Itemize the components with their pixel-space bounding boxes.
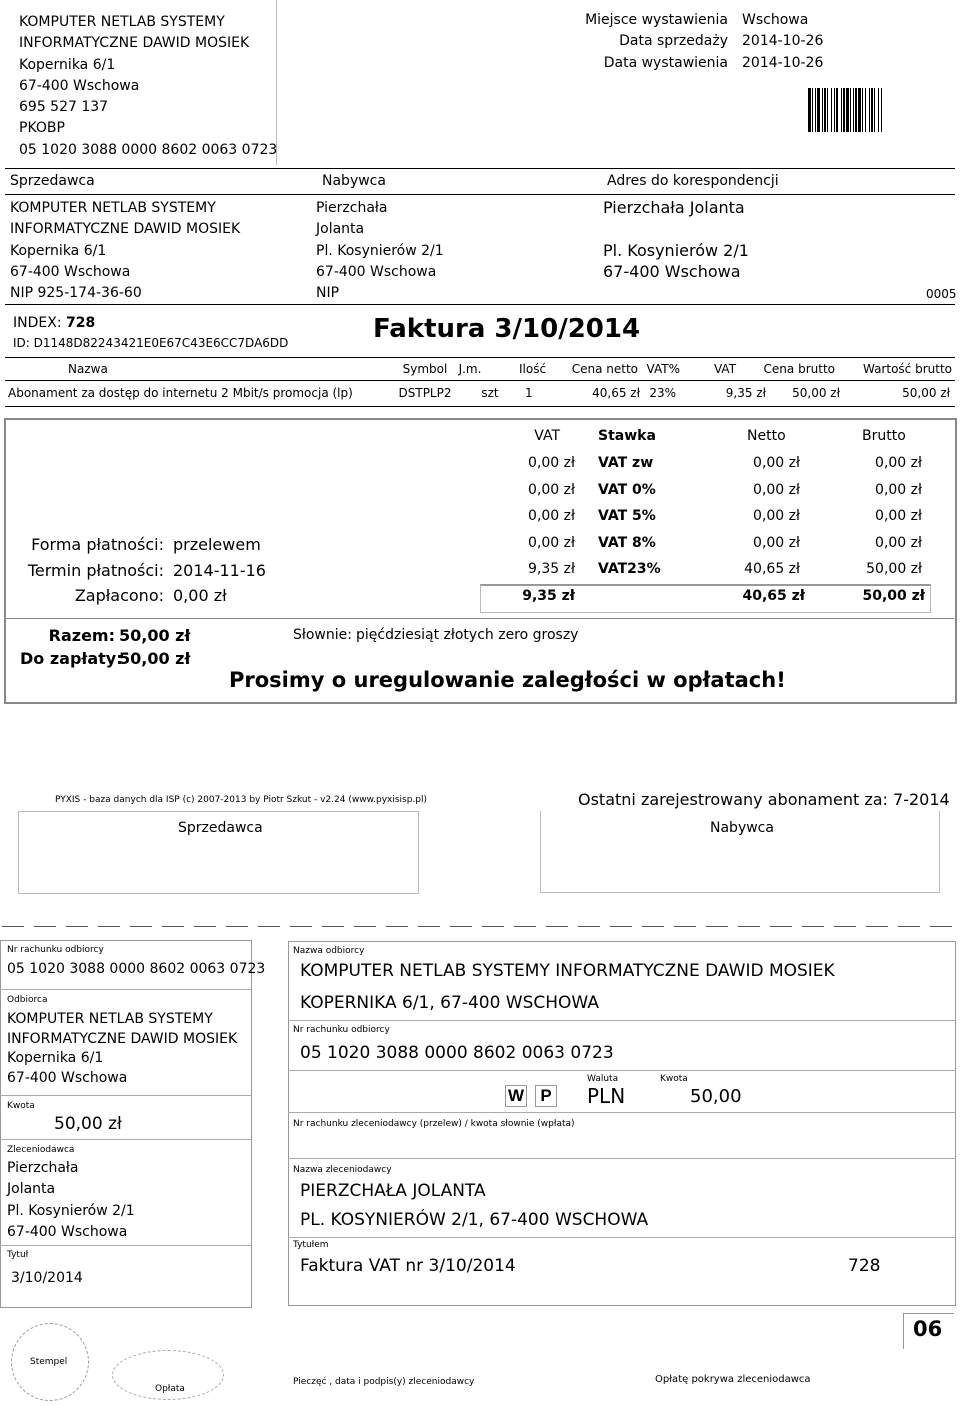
vat-row-cell: 0,00 zł — [528, 534, 575, 551]
seller-line: KOMPUTER NETLAB SYSTEMY — [10, 200, 216, 216]
barcode-bar — [815, 88, 816, 132]
barcode-bar — [855, 88, 857, 132]
barcode-bar — [858, 88, 861, 132]
doc-code: 0005 — [926, 287, 957, 301]
seller-signature-label: Sprzedawca — [178, 820, 263, 836]
vat-row-cell: VAT 0% — [598, 481, 656, 498]
seller-line: Kopernika 6/1 — [10, 242, 107, 259]
cut-dash — [578, 926, 600, 927]
cut-dash — [290, 926, 312, 927]
cut-dash — [642, 926, 664, 927]
vat-row-cell: 0,00 zł — [528, 481, 575, 498]
stub-account-value: 05 1020 3088 0000 8602 0063 0723 — [7, 961, 266, 977]
place-value: Wschowa — [742, 12, 809, 28]
cut-dash — [898, 926, 920, 927]
stub-payer-line: Pl. Kosynierów 2/1 — [7, 1202, 135, 1219]
items-cell: DSTPLP2 — [398, 386, 452, 400]
barcode-bar — [871, 88, 873, 132]
cut-dash — [386, 926, 408, 927]
separator — [288, 1112, 955, 1113]
barcode-bar — [865, 88, 866, 132]
vat-row-cell: VAT23% — [598, 561, 661, 578]
separator — [288, 1158, 955, 1159]
cut-dash — [930, 926, 952, 927]
buyer-line: 67-400 Wschowa — [316, 263, 437, 280]
vat-row-cell: 0,00 zł — [753, 455, 800, 471]
total-value: 50,00 zł — [119, 626, 191, 645]
issue-date-label: Data wystawienia — [603, 55, 728, 71]
cut-dash — [802, 926, 824, 927]
place-label: Miejsce wystawienia — [585, 12, 728, 28]
items-cell: szt — [481, 386, 499, 400]
last-subscription: Ostatni zarejestrowany abonament za: 7-2014 — [578, 790, 950, 809]
fee-label: Opłata — [155, 1384, 185, 1394]
seller-line: INFORMATYCZNE DAWID MOSIEK — [10, 221, 241, 238]
cut-dash — [322, 926, 344, 927]
separator — [0, 1095, 251, 1096]
cut-dash — [674, 926, 696, 927]
invoice-title: Faktura 3/10/2014 — [373, 314, 641, 344]
form-number: 06 — [913, 1317, 943, 1341]
vat-header-cell: VAT — [534, 428, 560, 444]
items-cell: 40,65 zł — [592, 386, 640, 400]
barcode-bar — [881, 88, 882, 132]
buyer-line: Pl. Kosynierów 2/1 — [316, 242, 444, 259]
vat-row-cell: 40,65 zł — [744, 561, 800, 578]
vat-row-cell: 0,00 zł — [528, 508, 575, 525]
buyer-label: Nabywca — [322, 173, 386, 189]
separator — [5, 357, 955, 358]
items-cell: 9,35 zł — [725, 386, 766, 400]
amount-in-words: pięćdziesiąt złotych zero groszy — [356, 627, 579, 643]
correspondence-label: Adres do korespondencji — [607, 173, 779, 189]
document-id: ID: D1148D82243421E0E67C43E6CC7DA6DD — [13, 336, 289, 350]
seller-block — [10, 198, 240, 304]
vat-row-cell: 0,00 zł — [875, 508, 922, 525]
buyer-block — [316, 198, 444, 304]
cut-dash — [706, 926, 728, 927]
cut-dash — [514, 926, 536, 927]
cut-dash — [66, 926, 88, 927]
issuer-line: KOMPUTER NETLAB SYSTEMY — [19, 14, 225, 30]
stub-title-label: Tytuł — [7, 1250, 29, 1260]
vat-header-cell: Netto — [747, 428, 786, 444]
items-header-cell: Nazwa — [68, 362, 108, 376]
buyer-line: NIP — [316, 285, 340, 302]
vat-row-cell: 0,00 zł — [875, 534, 922, 551]
transfer-type-w[interactable]: W — [505, 1085, 527, 1107]
recipient-account: 05 1020 3088 0000 8602 0063 0723 — [300, 1043, 614, 1063]
barcode-bar — [822, 88, 823, 132]
cut-dash — [866, 926, 888, 927]
vat-row-cell: 9,35 zł — [528, 561, 575, 578]
stamp-label: Stempel — [30, 1357, 68, 1367]
index-label: INDEX: — [13, 315, 62, 331]
index-value: 728 — [66, 315, 96, 331]
stub-amount-label: Kwota — [7, 1101, 35, 1111]
payer-name: PIERZCHAŁA JOLANTA — [300, 1181, 486, 1201]
fee-payer-label: Opłatę pokrywa zleceniodawca — [655, 1374, 811, 1385]
items-header-cell: Ilość — [519, 362, 547, 376]
stub-payer-line: 67-400 Wschowa — [7, 1223, 128, 1240]
barcode-bar — [843, 88, 845, 132]
items-header-cell: VAT% — [646, 362, 680, 376]
items-cell: 1 — [525, 386, 533, 400]
barcode-bar — [812, 88, 813, 132]
barcode-bar — [827, 88, 828, 132]
stub-account-label: Nr rachunku odbiorcy — [7, 945, 104, 955]
issuer-block — [19, 12, 277, 161]
payment-reminder: Prosimy o uregulowanie zaległości w opłatach! — [229, 668, 786, 692]
buyer-signature-label: Nabywca — [710, 820, 774, 836]
barcode-bar — [878, 88, 879, 132]
vat-total-cell: 9,35 zł — [522, 588, 575, 604]
cut-dash — [226, 926, 248, 927]
payer-name-label: Nazwa zleceniodawcy — [293, 1165, 392, 1175]
separator — [5, 168, 955, 169]
payer-address: PL. KOSYNIERÓW 2/1, 67-400 WSCHOWA — [300, 1210, 649, 1230]
barcode-bar — [850, 88, 851, 132]
vat-row-cell: 50,00 zł — [866, 561, 922, 578]
to-pay-label: Do zapłaty: — [20, 649, 123, 668]
separator — [5, 380, 955, 381]
vat-row-cell: 0,00 zł — [528, 455, 575, 471]
separator — [0, 989, 251, 990]
corr-name: Pierzchała Jolanta — [603, 198, 745, 217]
issuer-line: 05 1020 3088 0000 8602 0063 0723 — [19, 141, 278, 158]
index-line — [13, 315, 95, 331]
items-header-cell: Cena brutto — [763, 362, 835, 376]
cut-dash — [418, 926, 440, 927]
top-divider — [276, 0, 277, 165]
cut-dash — [98, 926, 120, 927]
separator — [5, 618, 954, 619]
transfer-index: 728 — [848, 1256, 881, 1276]
stub-title-value: 3/10/2014 — [11, 1270, 83, 1286]
cut-dash — [482, 926, 504, 927]
barcode-bar — [817, 88, 820, 132]
vat-row-cell: 0,00 zł — [753, 534, 800, 551]
seller-line: NIP 925-174-36-60 — [10, 285, 142, 302]
recipient-address: KOPERNIKA 6/1, 67-400 WSCHOWA — [300, 993, 599, 1013]
barcode-bar — [824, 88, 826, 132]
sale-date-label: Data sprzedaży — [619, 33, 728, 49]
currency-label: Waluta — [587, 1074, 619, 1084]
vat-row-cell: 0,00 zł — [753, 508, 800, 525]
recipient-name-label: Nazwa odbiorcy — [293, 946, 365, 956]
barcode-bar — [808, 88, 811, 132]
issuer-line: 695 527 137 — [19, 99, 109, 116]
sale-date-value: 2014-10-26 — [742, 33, 824, 49]
cut-dash — [2, 926, 24, 927]
cut-dash — [834, 926, 856, 927]
separator — [5, 194, 955, 195]
signature-label: Pieczęć , data i podpis(y) zleceniodawcy — [293, 1377, 475, 1387]
to-pay-value: 50,00 zł — [119, 649, 191, 668]
items-cell: 50,00 zł — [792, 386, 840, 400]
cut-dash — [354, 926, 376, 927]
vat-header-cell: Brutto — [862, 428, 906, 444]
transfer-title-label: Tytułem — [293, 1240, 329, 1250]
stub-payer-block — [7, 1158, 135, 1243]
separator — [288, 1070, 955, 1071]
cut-dash — [130, 926, 152, 927]
items-header-cell: Symbol — [402, 362, 448, 376]
payment-form-value: przelewem — [173, 535, 261, 554]
vat-total-cell: 50,00 zł — [862, 588, 925, 604]
vat-row-cell: 0,00 zł — [875, 455, 922, 471]
issuer-line: Kopernika 6/1 — [19, 56, 116, 73]
cut-dash — [34, 926, 56, 927]
recipient-account-label: Nr rachunku odbiorcy — [293, 1025, 390, 1035]
stub-recipient-line: INFORMATYCZNE DAWID MOSIEK — [7, 1030, 238, 1047]
barcode-bar — [831, 88, 832, 132]
stub-recipient-label: Odbiorca — [7, 995, 48, 1005]
barcode-bar — [846, 88, 849, 132]
cut-dash — [610, 926, 632, 927]
barcode-bar — [834, 88, 835, 132]
vat-row-cell: VAT zw — [598, 455, 654, 471]
stub-recipient-line: KOMPUTER NETLAB SYSTEMY — [7, 1011, 213, 1027]
payment-due-label: Termin płatności: — [27, 561, 164, 580]
amount-value: 50,00 — [690, 1086, 742, 1107]
transfer-type-p[interactable]: P — [535, 1085, 557, 1107]
stub-payer-line: Pierzchała — [7, 1160, 79, 1176]
payer-account-label: Nr rachunku zleceniodawcy (przelew) / kwota słownie (wpłata) — [293, 1119, 575, 1129]
vat-row-cell: 0,00 zł — [875, 481, 922, 498]
seller-label: Sprzedawca — [10, 173, 95, 189]
items-cell: 50,00 zł — [902, 386, 950, 400]
corr-street: Pl. Kosynierów 2/1 — [603, 241, 749, 260]
separator — [5, 406, 955, 407]
payment-due-value: 2014-11-16 — [173, 561, 266, 580]
vat-total-cell: 40,65 zł — [742, 588, 805, 604]
cut-dash — [162, 926, 184, 927]
stub-amount-value: 50,00 zł — [54, 1114, 122, 1134]
items-cell: Abonament za dostęp do internetu 2 Mbit/s promocja (lp) — [8, 386, 353, 400]
currency-value: PLN — [587, 1084, 626, 1108]
vat-row-cell: 0,00 zł — [753, 481, 800, 498]
cut-dash — [738, 926, 760, 927]
amount-in-words-label: Słownie: — [293, 627, 352, 643]
transfer-title: Faktura VAT nr 3/10/2014 — [300, 1256, 516, 1276]
issuer-line: PKOBP — [19, 120, 65, 137]
seller-line: 67-400 Wschowa — [10, 263, 131, 280]
items-header-cell: VAT — [713, 362, 737, 376]
stub-recipient-line: 67-400 Wschowa — [7, 1069, 128, 1086]
separator — [0, 1139, 251, 1140]
items-header-cell: Wartość brutto — [862, 362, 952, 376]
vat-row-cell: VAT 5% — [598, 508, 656, 525]
separator — [288, 1237, 955, 1238]
vat-row-cell: VAT 8% — [598, 534, 656, 551]
cut-dash — [194, 926, 216, 927]
barcode-bar — [841, 88, 842, 132]
barcode-bar — [869, 88, 870, 132]
paid-value: 0,00 zł — [173, 586, 227, 605]
issuer-line: 67-400 Wschowa — [19, 77, 140, 94]
cut-dash — [450, 926, 472, 927]
stub-payer-label: Zleceniodawca — [7, 1145, 75, 1155]
amount-label: Kwota — [660, 1074, 688, 1084]
stub-recipient-block — [7, 1010, 237, 1088]
items-header-cell: J.m. — [458, 362, 482, 376]
items-cell: 23% — [649, 386, 676, 400]
issue-date-value: 2014-10-26 — [742, 55, 824, 71]
buyer-line: Pierzchała — [316, 200, 388, 216]
barcode — [808, 88, 948, 132]
barcode-bar — [862, 88, 863, 132]
items-header-cell: Cena netto — [571, 362, 638, 376]
vat-header-cell: Stawka — [598, 428, 656, 444]
cut-dash — [258, 926, 280, 927]
barcode-bar — [836, 88, 838, 132]
separator — [0, 1245, 251, 1246]
corr-city: 67-400 Wschowa — [603, 262, 741, 281]
total-label: Razem: — [48, 626, 115, 645]
buyer-line: Jolanta — [316, 221, 365, 238]
paid-label: Zapłacono: — [74, 586, 164, 605]
barcode-bar — [874, 88, 875, 132]
barcode-bar — [853, 88, 854, 132]
separator — [288, 1020, 955, 1021]
cut-dash — [546, 926, 568, 927]
separator — [5, 304, 955, 305]
cut-dash — [770, 926, 792, 927]
recipient-name: KOMPUTER NETLAB SYSTEMY INFORMATYCZNE DAWID MOSIEK — [300, 961, 835, 981]
stub-recipient-line: Kopernika 6/1 — [7, 1050, 104, 1066]
payment-form-label: Forma płatności: — [31, 535, 164, 554]
stub-payer-line: Jolanta — [7, 1181, 56, 1198]
software-credit: PYXIS - baza danych dla ISP (c) 2007-2013 by Piotr Szkut - v2.24 (www.pyxisisp.pl) — [55, 795, 428, 805]
issuer-line: INFORMATYCZNE DAWID MOSIEK — [19, 35, 250, 52]
